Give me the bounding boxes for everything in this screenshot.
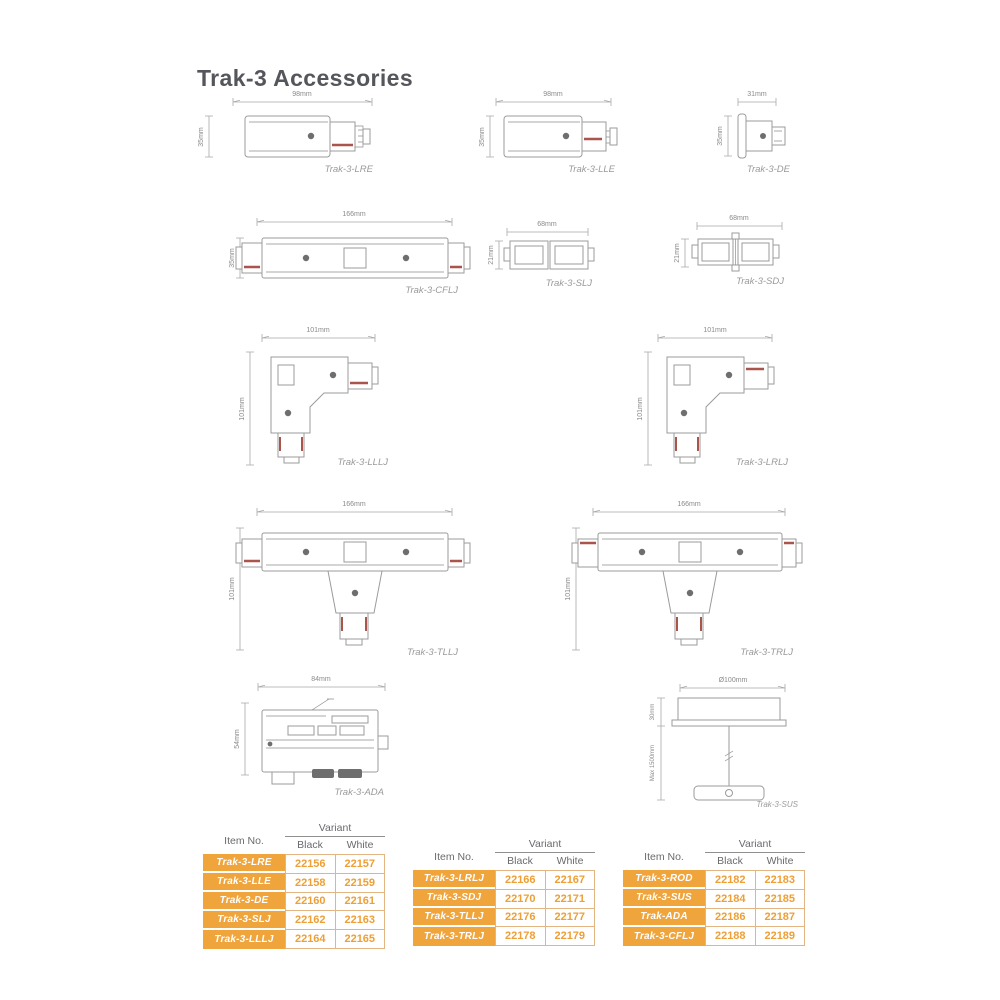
- sdj-technical-drawing: [672, 210, 792, 295]
- item-name-cell: Trak-3-DE: [203, 892, 285, 911]
- part-number-cell: 22176: [496, 909, 545, 927]
- part-number-cell: 22163: [336, 911, 385, 929]
- part-number-cell: 22160: [286, 893, 335, 911]
- drawing-trak-3-sdj: [672, 210, 792, 295]
- part-number-cell: 22184: [706, 890, 755, 908]
- cflj-width-dim: 166mm: [342, 211, 366, 218]
- item-table-2: [413, 838, 595, 946]
- lre-label: Trak-3-LRE: [324, 164, 373, 175]
- drawing-trak-3-tllj: [226, 495, 474, 665]
- drawing-trak-3-lre: [195, 86, 390, 181]
- lle-width-dim: 98mm: [543, 91, 563, 98]
- item-name-cell: Trak-3-SDJ: [413, 889, 495, 908]
- lrlj-label: Trak-3-LRLJ: [735, 457, 788, 468]
- trlj-width-dim: 166mm: [677, 501, 701, 508]
- part-number-cell: 22165: [336, 930, 385, 948]
- black-column-header: Black: [297, 839, 323, 851]
- drawing-trak-3-ada: [232, 672, 397, 802]
- part-number-cell: 22161: [336, 893, 385, 911]
- part-number-cell: 22178: [496, 927, 545, 945]
- slj-height-dim: 21mm: [488, 245, 495, 265]
- slj-width-dim: 68mm: [537, 221, 557, 228]
- table-1-body: [203, 854, 385, 949]
- part-number-cell: 22156: [286, 855, 335, 873]
- tllj-label: Trak-3-TLLJ: [406, 647, 458, 658]
- table-3-body: [623, 870, 805, 946]
- table-3-header: [623, 838, 805, 870]
- part-number-cell: 22158: [286, 874, 335, 892]
- drawing-trak-3-trlj: [560, 495, 800, 665]
- item-table-3: [623, 838, 805, 946]
- part-number-cell: 22179: [546, 927, 595, 945]
- part-number-cell: 22185: [756, 890, 805, 908]
- item-name-cell: Trak-3-LRLJ: [413, 870, 495, 889]
- ada-width-dim: 84mm: [311, 676, 331, 683]
- variant-header-block: [705, 838, 805, 870]
- drawing-trak-3-sus: [638, 670, 803, 812]
- variant-header: Variant: [705, 838, 805, 853]
- lle-label: Trak-3-LLE: [568, 164, 615, 175]
- variant-header: Variant: [285, 822, 385, 837]
- lle-technical-drawing: [478, 86, 628, 181]
- sdj-width-dim: 68mm: [729, 215, 749, 222]
- variant-header: Variant: [495, 838, 595, 853]
- drawing-trak-3-lllj: [238, 325, 393, 475]
- page-title: Trak-3 Accessories: [197, 65, 414, 92]
- part-number-cell: 22188: [706, 927, 755, 945]
- lrlj-height-dim: 101mm: [637, 397, 644, 421]
- trlj-height-dim: 101mm: [565, 577, 572, 601]
- lre-technical-drawing: [195, 86, 390, 181]
- item-name-cell: Trak-3-LRE: [203, 854, 285, 873]
- de-technical-drawing: [718, 86, 803, 181]
- table-2-body: [413, 870, 595, 946]
- tllj-height-dim: 101mm: [229, 577, 236, 601]
- sus-width-dim: Ø100mm: [718, 677, 748, 684]
- part-number-cell: 22189: [756, 927, 805, 945]
- item-name-cell: Trak-3-LLE: [203, 873, 285, 892]
- de-width-dim: 31mm: [747, 91, 767, 98]
- drawing-trak-3-lrlj: [628, 325, 793, 475]
- part-number-cell: 22177: [546, 909, 595, 927]
- black-column-header: Black: [507, 855, 533, 867]
- trlj-technical-drawing: [560, 495, 800, 665]
- item-name-cell: Trak-3-LLLJ: [203, 930, 285, 949]
- variant-header-block: [495, 838, 595, 870]
- sus-label: Trak-3-SUS: [756, 800, 798, 809]
- sdj-label: Trak-3-SDJ: [736, 276, 784, 287]
- slj-technical-drawing: [490, 215, 600, 295]
- lre-width-dim: 98mm: [292, 91, 312, 98]
- trlj-label: Trak-3-TRLJ: [740, 647, 793, 658]
- lllj-label: Trak-3-LLLJ: [337, 457, 388, 468]
- drawing-trak-3-lle: [478, 86, 628, 181]
- black-column-header: Black: [717, 855, 743, 867]
- item-no-header: Item No.: [224, 835, 264, 847]
- lllj-width-dim: 101mm: [306, 327, 330, 334]
- lre-height-dim: 35mm: [198, 127, 205, 147]
- de-height-dim: 35mm: [717, 126, 724, 146]
- tllj-technical-drawing: [226, 495, 474, 665]
- lrlj-width-dim: 101mm: [703, 327, 727, 334]
- item-name-cell: Trak-3-TLLJ: [413, 908, 495, 927]
- white-column-header: White: [766, 855, 794, 867]
- part-number-cell: 22167: [546, 871, 595, 889]
- part-number-cell: 22171: [546, 890, 595, 908]
- tllj-width-dim: 166mm: [342, 501, 366, 508]
- item-name-cell: Trak-ADA: [623, 908, 705, 927]
- sus-technical-drawing: [638, 670, 803, 812]
- item-name-cell: Trak-3-CFLJ: [623, 927, 705, 946]
- item-name-cell: Trak-3-TRLJ: [413, 927, 495, 946]
- table-2-header: [413, 838, 595, 870]
- lllj-height-dim: 101mm: [239, 397, 246, 421]
- cflj-label: Trak-3-CFLJ: [405, 285, 458, 296]
- ada-height-dim: 54mm: [234, 729, 241, 749]
- lllj-technical-drawing: [238, 325, 393, 475]
- item-table-1: [203, 822, 385, 949]
- part-number-cell: 22164: [286, 930, 335, 948]
- item-no-header: Item No.: [434, 851, 474, 863]
- part-number-cell: 22159: [336, 874, 385, 892]
- item-name-cell: Trak-3-SLJ: [203, 911, 285, 930]
- cflj-height-dim: 35mm: [229, 248, 236, 268]
- sus-drop-dim: Max 1500mm: [650, 744, 656, 782]
- ada-label: Trak-3-ADA: [334, 787, 384, 798]
- white-column-header: White: [346, 839, 374, 851]
- variant-header-block: [285, 822, 385, 854]
- drawing-trak-3-cflj: [226, 205, 474, 300]
- item-name-cell: Trak-3-ROD: [623, 870, 705, 889]
- table-1-header: [203, 822, 385, 854]
- part-number-cell: 22162: [286, 911, 335, 929]
- sus-canopy-height-dim: 30mm: [650, 703, 656, 721]
- part-number-cell: 22186: [706, 909, 755, 927]
- sdj-height-dim: 21mm: [674, 243, 681, 263]
- ada-technical-drawing: [232, 672, 397, 802]
- drawing-trak-3-slj: [490, 215, 600, 295]
- part-number-cell: 22166: [496, 871, 545, 889]
- lle-height-dim: 35mm: [479, 127, 486, 147]
- part-number-cell: 22182: [706, 871, 755, 889]
- part-number-cell: 22187: [756, 909, 805, 927]
- cflj-technical-drawing: [226, 205, 474, 300]
- white-column-header: White: [556, 855, 584, 867]
- de-label: Trak-3-DE: [746, 164, 790, 175]
- lrlj-technical-drawing: [628, 325, 793, 475]
- drawing-trak-3-de: [718, 86, 803, 181]
- item-no-header: Item No.: [644, 851, 684, 863]
- part-number-cell: 22170: [496, 890, 545, 908]
- slj-label: Trak-3-SLJ: [545, 278, 592, 289]
- part-number-cell: 22183: [756, 871, 805, 889]
- item-name-cell: Trak-3-SUS: [623, 889, 705, 908]
- part-number-cell: 22157: [336, 855, 385, 873]
